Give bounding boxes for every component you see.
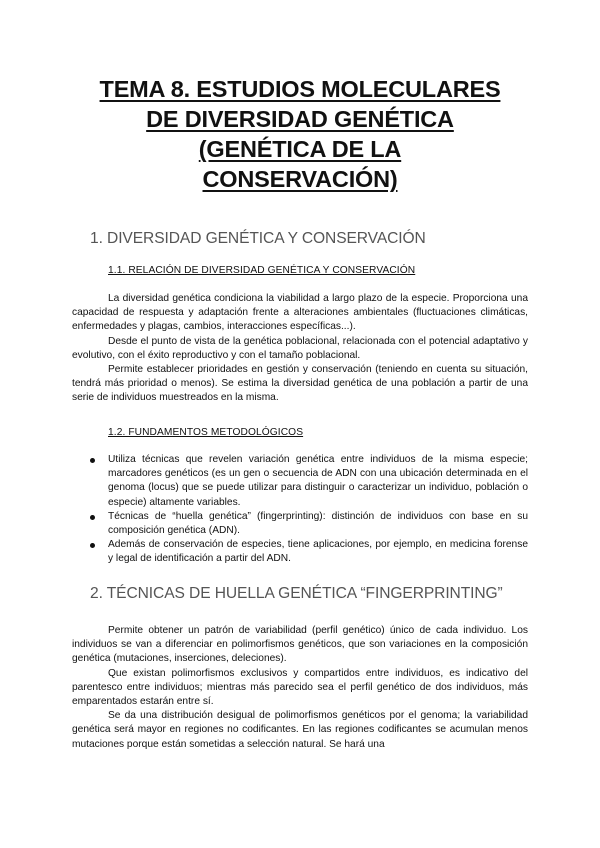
list-item — [72, 453, 528, 510]
list-item — [72, 538, 528, 566]
paragraph: Desde el punto de vista de la genética poblacional, relacionada con el potencial adaptativo y evolutivo, con el éxito reproductivo y con el tamaño poblacional. — [72, 335, 528, 361]
document-page — [72, 0, 528, 750]
paragraph: Permite obtener un patrón de variabilidad (perfil genético) único de cada individuo. Los individuos se van a diferenciar en polimorfismos genéticos, que son variaciones en la composición genética (mutaciones, inserciones, deleciones). — [72, 625, 528, 665]
title-line-2: DE DIVERSIDAD GENÉTICA — [146, 106, 454, 132]
bullet-icon — [90, 515, 95, 520]
title-line-1: TEMA 8. ESTUDIOS MOLECULARES — [99, 76, 501, 102]
bullet-icon — [90, 458, 95, 463]
title-line-3: (GENÉTICA DE LA — [198, 136, 402, 162]
list-item — [72, 510, 528, 538]
list-item-text: Además de conservación de especies, tiene aplicaciones, por ejemplo, en medicina forense y legal de identificación a partir del ADN. — [108, 539, 528, 565]
section-2-body — [72, 624, 528, 752]
bullet-list — [72, 453, 528, 567]
bullet-icon — [90, 543, 95, 548]
document-title — [72, 74, 528, 194]
paragraph: La diversidad genética condiciona la viabilidad a largo plazo de la especie. Proporciona una capacidad de respuesta y adaptación frente a alteraciones ambientales (fluctuaciones climáticas, enfermedades y plagas, cambios, interacciones específicas...). — [72, 293, 528, 333]
section-2-heading: 2. TÉCNICAS DE HUELLA GENÉTICA “FINGERPRINTING” — [90, 585, 503, 602]
paragraph: Se da una distribución desigual de polimorfismos genéticos por el genoma; la variabilidad genética será mayor en regiones no codificantes. En las regiones codificantes se acumulan menos mutaciones porque están sometidas a selección natural. Se hará una — [72, 710, 528, 750]
subsection-1-2-heading: 1.2. FUNDAMENTOS METODOLÓGICOS — [108, 427, 304, 438]
title-line-4: CONSERVACIÓN) — [202, 166, 398, 192]
list-item-text: Utiliza técnicas que revelen variación genética entre individuos de la misma especie; marcadores genéticos (es un gen o secuencia de ADN con una ubicación determinada en el genoma (locus) que se puede utilizar para distinguir o caracterizar un individuo, población o especie) altamente variables. — [108, 454, 528, 508]
paragraph: Permite establecer prioridades en gestión y conservación (teniendo en cuenta su situación, tendrá más prioridad o menos). Se estima la diversidad genética de una población a partir de una serie de individuos muestreados en la misma. — [72, 364, 528, 404]
paragraph: Que existan polimorfismos exclusivos y compartidos entre individuos, es indicativo del parentesco entre individuos; mientras más parecido sea el perfil genético de dos individuos, más emparentados estarán entre sí. — [72, 667, 528, 708]
section-1-heading: 1. DIVERSIDAD GENÉTICA Y CONSERVACIÓN — [90, 230, 426, 247]
subsection-1-1-heading: 1.1. RELACIÓN DE DIVERSIDAD GENÉTICA Y CONSERVACIÓN — [108, 265, 416, 276]
list-item-text: Técnicas de “huella genética” (fingerprinting): distinción de individuos con base en su composición genética (ADN). — [108, 510, 528, 537]
subsection-1-1-body — [72, 292, 528, 406]
